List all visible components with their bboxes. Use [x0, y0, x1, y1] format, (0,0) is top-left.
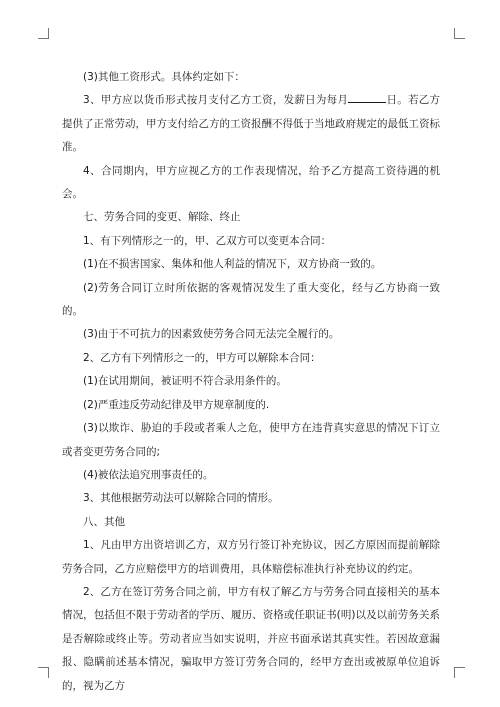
- crop-mark-bottom-left: [38, 667, 49, 678]
- paragraph-other-termination: 3、其他根据劳动法可以解除合同的情形。: [83, 492, 279, 505]
- section-heading-7: 七、劳务合同的变更、解除、终止: [83, 211, 241, 224]
- paragraph-other-wage-forms: (3)其他工资形式。具体约定如下：: [83, 71, 245, 83]
- paragraph-termination-item-3: (3)以欺诈、胁迫的手段或者乘人之危，使甲方在违背真实意思的情况下订立或者变更劳务合同的;: [62, 422, 440, 458]
- paragraph-payment-terms: [62, 89, 440, 159]
- payday-blank-field: [348, 92, 386, 103]
- paragraph-termination-item-4: (4)被依法追究刑事责任的。: [83, 468, 214, 481]
- crop-mark-bottom-right: [454, 667, 465, 678]
- paragraph-change-item-1: (1)在不损害国家、集体和他人利益的情况下，双方协商一致的。: [83, 258, 382, 271]
- paragraph-background-clause: 2、乙方在签订劳务合同之前，甲方有权了解乙方与劳务合同直接相关的基本情况，包括但不限于劳动者的学历、履历、资格或任职证书(明)以及以前劳务关系是否解除或终止等。劳动者应当如实说明，并应书面承诺其真实性。若因故意漏报、隐瞒前述基本情况，骗取甲方签订劳务合同的，经甲方查出或被原单位追诉的，视为乙方: [62, 585, 440, 692]
- section-heading-8: 八、其他: [83, 515, 125, 528]
- crop-mark-top-right: [454, 28, 465, 39]
- paragraph-training-clause: 1、凡由甲方出资培训乙方，双方另行签订补充协议，因乙方原因而提前解除劳务合同，乙方应赔偿甲方的培训费用，具体赔偿标准执行补充协议的约定。: [62, 539, 440, 575]
- payment-text-after: 日。若乙方提供了正常劳动，甲方支付给乙方的工资报酬不得低于当地政府规定的最低工资标准。: [62, 94, 441, 154]
- paragraph-termination-conditions: 2、乙方有下列情形之一的，甲方可以解除本合同：: [83, 351, 321, 364]
- paragraph-change-item-3: (3)由于不可抗力的因素致使劳务合同无法完全履行的。: [83, 328, 340, 341]
- paragraph-termination-item-2: (2)严重违反劳动纪律及甲方规章制度的.: [83, 398, 270, 411]
- paragraph-raise-opportunity: 4、合同期内，甲方应视乙方的工作表现情况，给予乙方提高工资待遇的机会。: [62, 164, 440, 201]
- paragraph-change-conditions: 1、有下列情形之一的，甲、乙双方可以变更本合同：: [83, 234, 332, 247]
- payment-text-before: 3、甲方应以货币形式按月支付乙方工资，发薪日为每月: [83, 94, 349, 107]
- crop-mark-top-left: [38, 28, 49, 39]
- paragraph-termination-item-1: (1)在试用期间，被证明不符合录用条件的。: [83, 375, 287, 388]
- paragraph-change-item-2: (2)劳务合同订立时所依据的客观情况发生了重大变化，经与乙方协商一致的。: [62, 281, 440, 318]
- document-body: [62, 66, 440, 698]
